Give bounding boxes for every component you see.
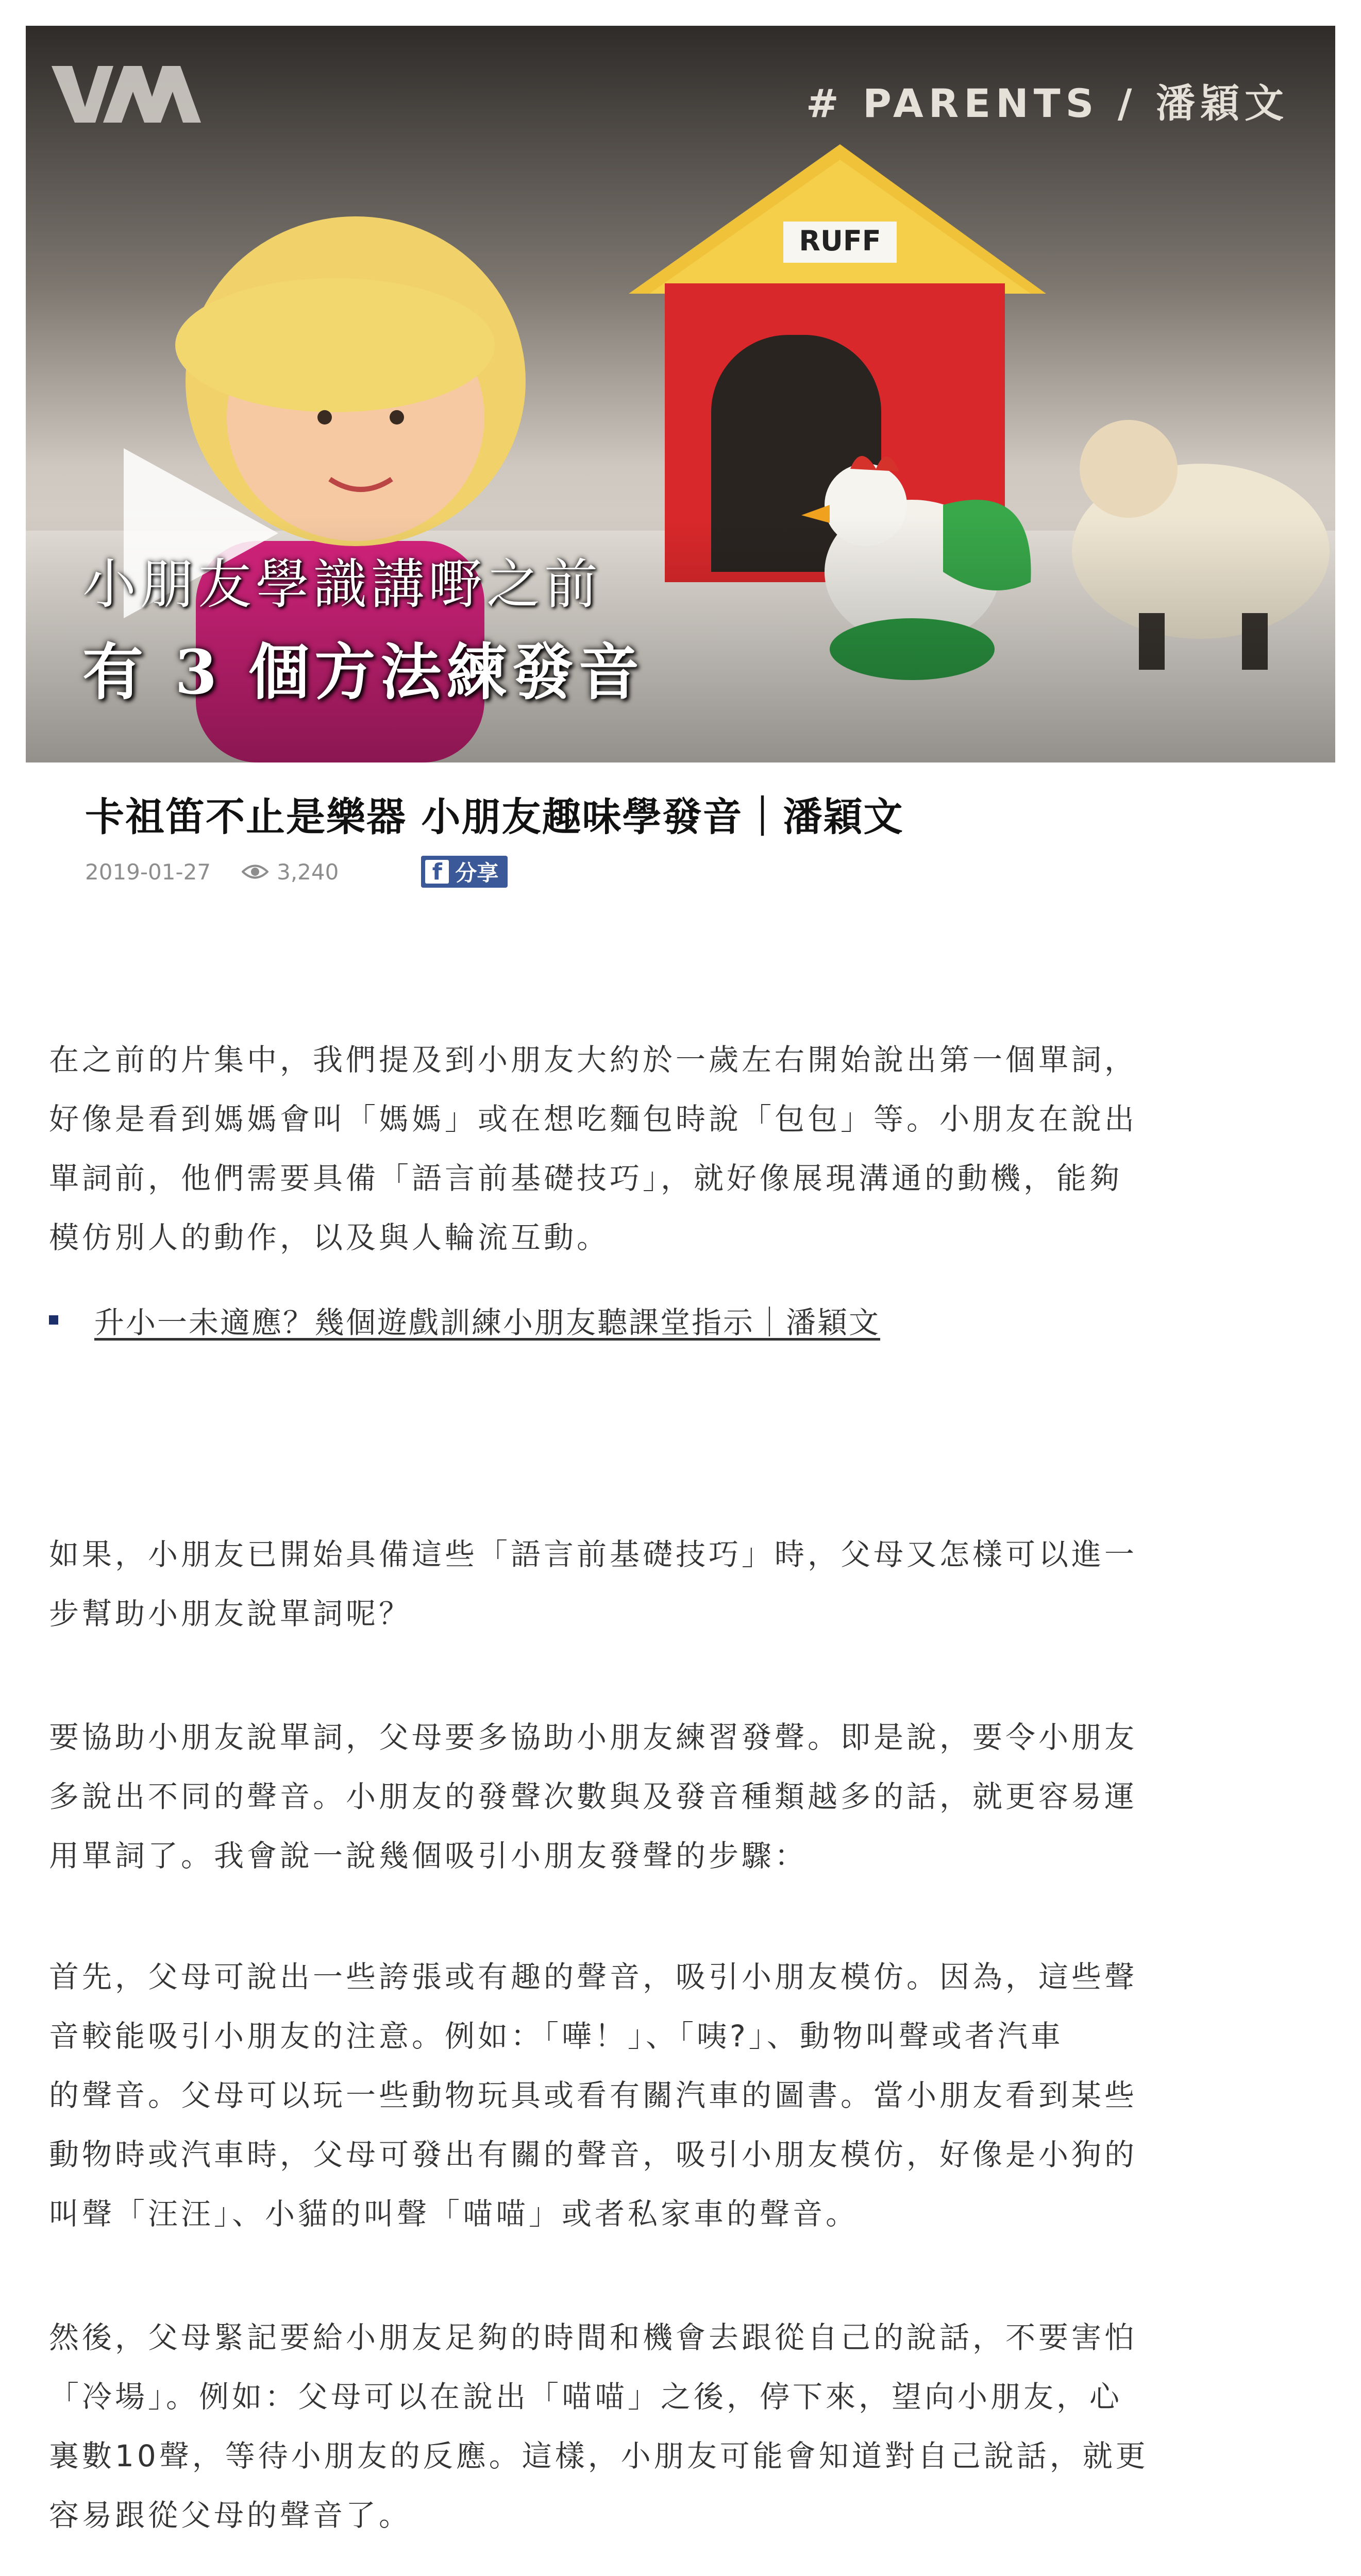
video-caption-line1: 小朋友學識講嘢之前 — [82, 553, 602, 616]
video-player[interactable] — [26, 26, 1335, 762]
related-link[interactable]: 升小一未適應？幾個遊戲訓練小朋友聽課堂指示｜潘穎文 — [94, 1305, 881, 1340]
bullet-square-icon — [49, 1315, 58, 1325]
article-meta — [85, 856, 508, 887]
view-count-value: 3,240 — [277, 859, 339, 885]
share-button[interactable] — [421, 856, 508, 888]
paragraph-4: 首先，父母可說出一些誇張或有趣的聲音，吸引小朋友模仿。因為，這些聲 音較能吸引小朋友的注意。例如：「嘩！」、「咦?」、動物叫聲或者汽車 的聲音。父母可以玩一些動物玩具或看有關汽車的圖書。當小朋友看到某些 動物時或汽車時，父母可發出有關的聲音，吸引小朋友模仿，好像是小狗的 叫聲「汪汪」、小貓的叫聲「喵喵」或者私家車的聲音。 — [49, 1959, 1138, 2231]
paragraph-3: 要協助小朋友說單詞，父母要多協助小朋友練習發聲。即是說，要令小朋友 多說出不同的聲音。小朋友的發聲次數與及發音種類越多的話，就更容易運 用單詞了。我會說一說幾個吸引小朋友發聲的步驟： — [49, 1720, 1138, 1873]
wm-logo-icon — [52, 66, 216, 123]
paragraph-2: 如果，小朋友已開始具備這些「語言前基礎技巧」時，父母又怎樣可以進一 步幫助小朋友說單詞呢？ — [49, 1537, 1138, 1631]
paragraph-5: 然後，父母緊記要給小朋友足夠的時間和機會去跟從自己的說話，不要害怕 「冷場」。例如：父母可以在說出「喵喵」之後，停下來，望向小朋友，心 裏數10聲，等待小朋友的反應。這樣，小朋友可能會知道對自己說話，就更 容易跟從父母的聲音了。 — [49, 2320, 1149, 2533]
views-icon — [242, 863, 268, 880]
related-link-item[interactable] — [49, 1298, 880, 1342]
doghouse-sign: RUFF — [799, 225, 881, 257]
video-caption-line2: 有 3 個方法練發音 — [82, 636, 645, 708]
facebook-icon: f — [425, 860, 449, 884]
paragraph-intro: 在之前的片集中，我們提及到小朋友大約於一歲左右開始說出第一個單詞， 好像是看到媽媽會叫「媽媽」或在想吃麵包時說「包包」等。小朋友在說出 單詞前，他們需要具備「語言前基礎技巧」，就好像展現溝通的動機，能夠 模仿別人的動作，以及與人輪流互動。 — [49, 1042, 1138, 1255]
video-tag: # PARENTS / 潘穎文 — [806, 80, 1289, 126]
article-title: 卡祖笛不止是樂器 小朋友趣味學發音｜潘穎文 — [85, 794, 904, 840]
share-label: 分享 — [455, 860, 499, 886]
view-count — [242, 859, 339, 885]
article-date: 2019-01-27 — [85, 859, 211, 885]
